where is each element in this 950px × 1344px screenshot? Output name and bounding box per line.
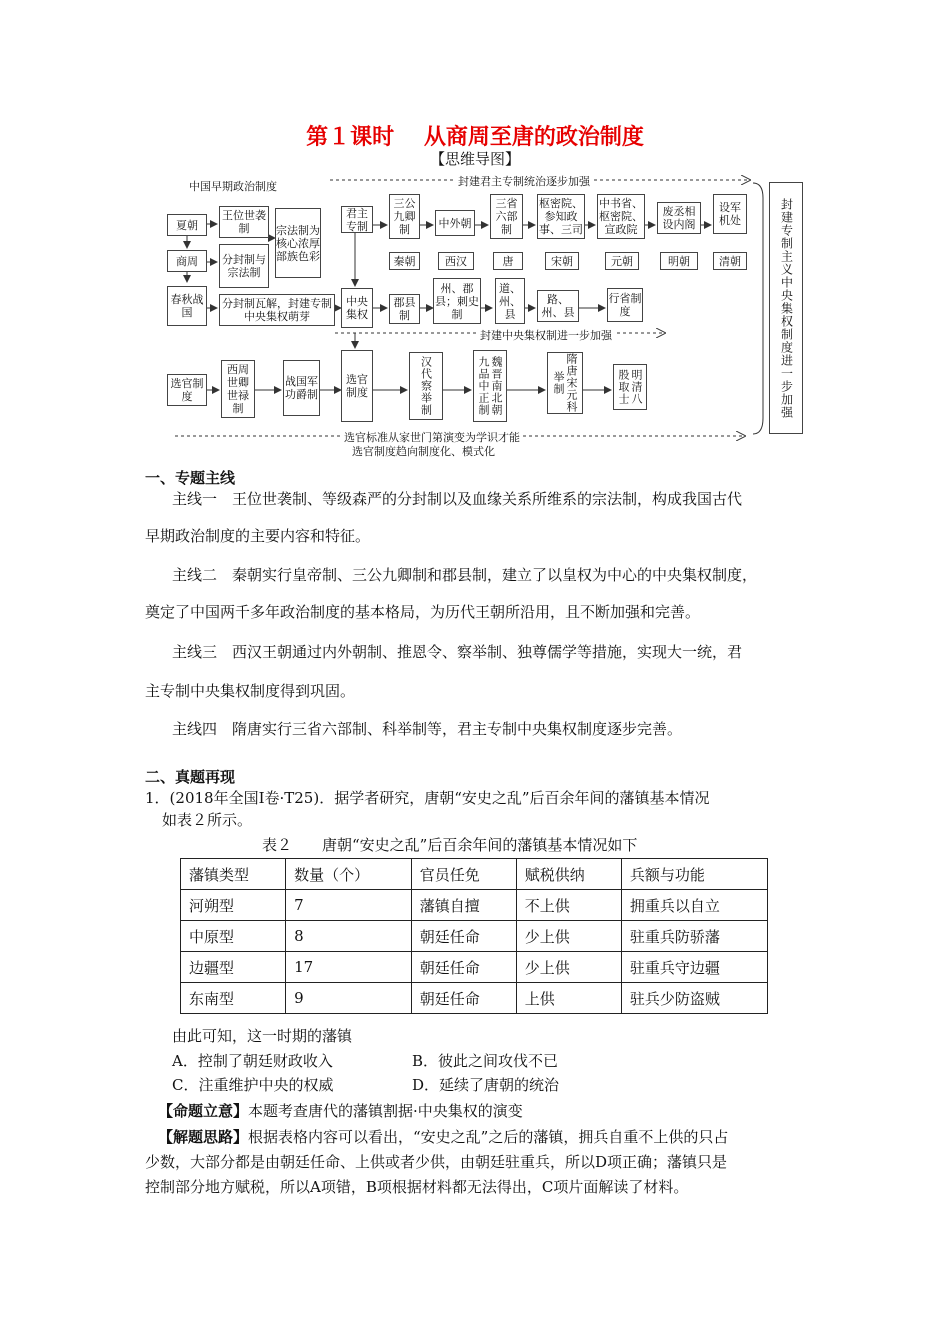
box-song: 宋朝 bbox=[545, 252, 579, 270]
box-chunqiu: 春秋战国 bbox=[167, 286, 207, 326]
table-cell: 朝廷任命 bbox=[411, 952, 516, 983]
table-cell: 朝廷任命 bbox=[411, 921, 516, 952]
main-line-3a: 主线三 西汉王朝通过内外朝制、推恩令、察举制、独尊儒学等措施，实现大一统，君 bbox=[172, 643, 743, 661]
mingti-text: 本题考查唐代的藩镇割据·中央集权的演变 bbox=[248, 1102, 523, 1120]
box-shiqing: 西周世卿世禄制 bbox=[221, 360, 255, 418]
box-xuanguan-center: 选官制度 bbox=[341, 350, 373, 422]
lesson-title: 第１课时 从商周至唐的政治制度 bbox=[306, 125, 644, 150]
box-wajie: 分封制瓦解，封建专制中央集权萌芽 bbox=[219, 294, 335, 326]
bottom-arrow-label-1: 选官标准从家世门第演变为学识才能 bbox=[341, 429, 523, 445]
table-header-cell: 兵额与功能 bbox=[621, 859, 767, 890]
box-chaju: 汉代察举制 bbox=[409, 352, 443, 420]
table-header-cell: 赋税供纳 bbox=[516, 859, 621, 890]
jieti-line-2: 少数，大部分都是由朝廷任命、上供或者少供，由朝廷驻重兵，所以D项正确；藩镇只是 bbox=[145, 1153, 728, 1171]
right-summary-box: 封建专制主义中央集权制度进一步加强 bbox=[769, 182, 803, 434]
top-arrow-label: 封建君主专制统治逐步加强 bbox=[455, 173, 593, 189]
box-tang: 唐 bbox=[493, 252, 523, 270]
main-line-2b: 奠定了中国两千多年政治制度的基本格局，为历代王朝所沿用，且不断加强和完善。 bbox=[145, 603, 701, 621]
mind-map bbox=[145, 168, 805, 458]
main-line-4: 主线四 隋唐实行三省六部制、科举制等，君主专制中央集权制度逐步完善。 bbox=[172, 720, 683, 738]
table-cell: 9 bbox=[286, 983, 412, 1014]
box-zhongyang: 中央集权 bbox=[341, 288, 373, 328]
box-zhongwai: 中外朝 bbox=[435, 210, 475, 236]
box-fenfeng: 分封制与宗法制 bbox=[219, 244, 269, 288]
table-row bbox=[181, 921, 768, 952]
box-zongfa: 宗法制为核心浓厚部族色彩 bbox=[275, 208, 321, 278]
table-row bbox=[181, 983, 768, 1014]
table-cell: 17 bbox=[286, 952, 412, 983]
box-zhongshu: 中书省、枢密院、宣政院 bbox=[597, 194, 645, 239]
table-cell: 少上供 bbox=[516, 921, 621, 952]
section-heading-real-questions: 二、真题再现 bbox=[145, 768, 236, 786]
mindmap-subtitle: 【思维导图】 bbox=[429, 150, 520, 168]
box-feiche: 废丞相设内阁 bbox=[657, 202, 701, 234]
box-luzhou: 路、州、县 bbox=[537, 290, 579, 322]
box-shang-zhou: 商周 bbox=[167, 250, 207, 272]
bottom-arrow-label-2: 选官制度趋向制度化、模式化 bbox=[352, 445, 495, 458]
table-cell: 朝廷任命 bbox=[411, 983, 516, 1014]
mindmap-heading: 中国早期政治制度 bbox=[189, 180, 277, 193]
table-cell: 驻兵少防盗贼 bbox=[621, 983, 767, 1014]
table-cell: 藩镇自擅 bbox=[411, 890, 516, 921]
main-line-1b: 早期政治制度的主要内容和特征。 bbox=[145, 527, 371, 545]
box-junji: 设军机处 bbox=[713, 194, 747, 234]
table-cell: 边疆型 bbox=[181, 952, 286, 983]
box-bagu: 明清八股取士 bbox=[613, 364, 647, 410]
table-header-cell: 数量（个） bbox=[286, 859, 412, 890]
jieti-text-1: 根据表格内容可以看出，“安史之乱”之后的藩镇，拥兵自重不上供的只占 bbox=[248, 1128, 729, 1146]
box-ming: 明朝 bbox=[660, 252, 698, 270]
box-xihan: 西汉 bbox=[438, 252, 474, 270]
table-cell: 7 bbox=[286, 890, 412, 921]
box-junzhu: 君主专制 bbox=[341, 206, 373, 233]
box-junxian: 郡县制 bbox=[389, 294, 420, 324]
question-1-line-2: 如表２所示。 bbox=[162, 811, 253, 829]
box-shumi: 枢密院、参知政事、三司 bbox=[537, 194, 585, 239]
box-xia: 夏朝 bbox=[167, 214, 207, 236]
option-c: C．注重维护中央的权威 bbox=[172, 1076, 334, 1094]
box-wangwei: 王位世袭制 bbox=[219, 206, 269, 238]
option-a: A．控制了朝廷财政收入 bbox=[172, 1052, 333, 1070]
box-keju: 隋唐宋元科举制 bbox=[547, 352, 583, 414]
question-stem: 由此可知，这一时期的藩镇 bbox=[172, 1027, 353, 1045]
table-cell: 少上供 bbox=[516, 952, 621, 983]
box-sansheng: 三省六部制 bbox=[490, 194, 523, 239]
jieti-line-3: 控制部分地方赋税，所以A项错，B项根据材料都无法得出，C项片面解读了材料。 bbox=[145, 1178, 689, 1196]
box-qing: 清朝 bbox=[713, 252, 747, 270]
box-qin: 秦朝 bbox=[389, 252, 420, 270]
option-d: D．延续了唐朝的统治 bbox=[412, 1076, 560, 1094]
mingti-paragraph bbox=[158, 1102, 523, 1120]
table-header-row bbox=[181, 859, 768, 890]
box-xingsheng: 行省制度 bbox=[607, 288, 643, 322]
mid-arrow-label: 封建中央集权制进一步加强 bbox=[477, 327, 615, 343]
table-cell: 河朔型 bbox=[181, 890, 286, 921]
table-cell: 上供 bbox=[516, 983, 621, 1014]
jieti-label: 【解题思路】 bbox=[158, 1128, 249, 1146]
box-daozhou: 道、州、县 bbox=[495, 278, 525, 324]
table-row bbox=[181, 890, 768, 921]
box-jiupin: 魏晋南北朝九品中正制 bbox=[473, 350, 507, 422]
main-line-1a: 主线一 王位世袭制、等级森严的分封制以及血缘关系所维系的宗法制，构成我国古代 bbox=[172, 490, 743, 508]
table-cell: 8 bbox=[286, 921, 412, 952]
fanzhen-table bbox=[180, 858, 768, 1014]
table-cell: 中原型 bbox=[181, 921, 286, 952]
table-row bbox=[181, 952, 768, 983]
box-yuan: 元朝 bbox=[605, 252, 639, 270]
table-cell: 驻重兵守边疆 bbox=[621, 952, 767, 983]
question-1-line-1: 1．(2018年全国Ⅰ卷·T25)．据学者研究，唐朝“安史之乱”后百余年间的藩镇基本情况 bbox=[145, 789, 710, 807]
table-caption: 表２ 唐朝“安史之乱”后百余年间的藩镇基本情况如下 bbox=[262, 836, 638, 854]
main-line-3b: 主专制中央集权制度得到巩固。 bbox=[145, 682, 356, 700]
box-zhou-jun: 州、郡县；刺史制 bbox=[433, 278, 481, 324]
box-xuanguan: 选官制度 bbox=[167, 374, 207, 406]
mingti-label: 【命题立意】 bbox=[158, 1102, 249, 1120]
main-line-2a: 主线二 秦朝实行皇帝制、三公九卿制和郡县制，建立了以皇权为中心的中央集权制度， bbox=[172, 566, 758, 584]
table-cell: 驻重兵防骄藩 bbox=[621, 921, 767, 952]
table-header-cell: 官员任免 bbox=[411, 859, 516, 890]
table-cell: 不上供 bbox=[516, 890, 621, 921]
table-header-cell: 藩镇类型 bbox=[181, 859, 286, 890]
section-heading-main-lines: 一、专题主线 bbox=[145, 469, 236, 487]
box-sangong: 三公九卿制 bbox=[389, 194, 420, 239]
box-zhanguo: 战国军功爵制 bbox=[283, 360, 320, 416]
table-cell: 东南型 bbox=[181, 983, 286, 1014]
jieti-line-1 bbox=[158, 1128, 728, 1146]
table-cell: 拥重兵以自立 bbox=[621, 890, 767, 921]
option-b: B．彼此之间攻伐不已 bbox=[412, 1052, 559, 1070]
